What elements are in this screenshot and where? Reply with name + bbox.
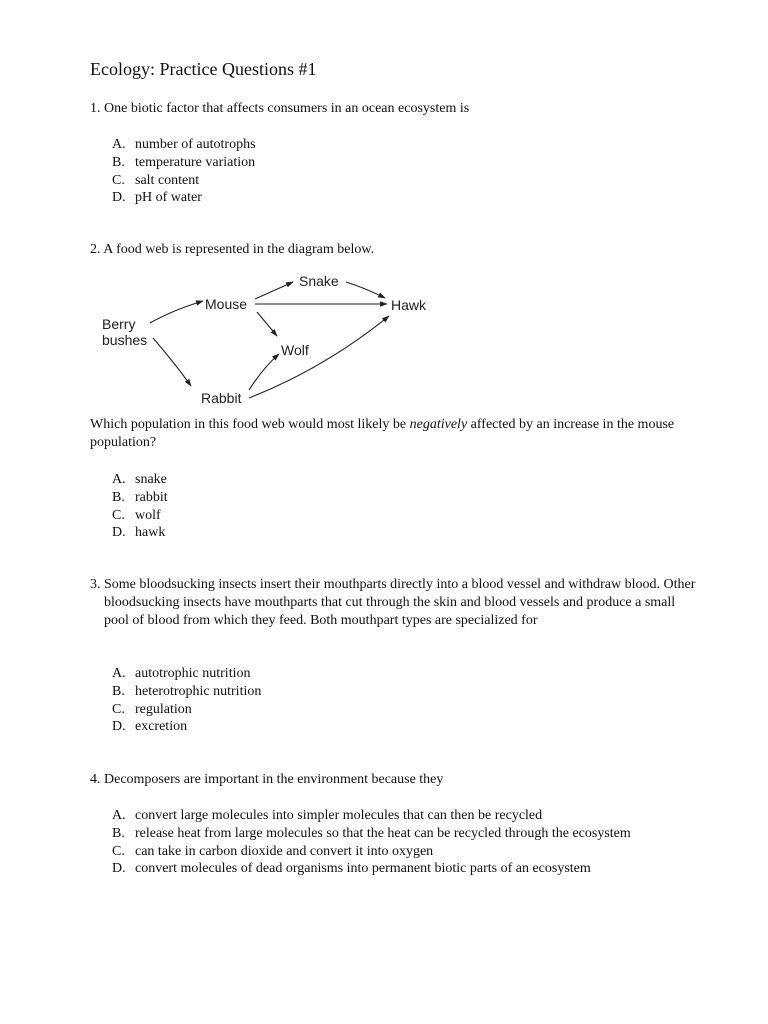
question-1-stem xyxy=(90,100,690,118)
arrow-mouse-to-snake xyxy=(255,282,293,299)
option-1b[interactable] xyxy=(112,154,256,172)
food-web-diagram xyxy=(95,268,445,410)
option-text: convert large molecules into simpler molecules that can then be recycled xyxy=(135,808,543,823)
option-3c[interactable] xyxy=(112,701,261,719)
option-letter: B. xyxy=(112,825,125,841)
option-3d[interactable] xyxy=(112,718,261,736)
option-3b[interactable] xyxy=(112,683,261,701)
option-letter: D. xyxy=(112,719,126,735)
node-mouse: Mouse xyxy=(205,296,248,312)
question-1-options xyxy=(112,136,256,207)
question-4-options xyxy=(112,807,631,878)
question-2-followup-start: Which population in this food web would most likely be xyxy=(90,417,410,432)
arrow-berry-to-mouse xyxy=(150,301,203,323)
option-text: hawk xyxy=(135,525,166,541)
option-letter: D. xyxy=(112,190,126,206)
option-1d[interactable] xyxy=(112,189,256,207)
arrow-mouse-to-wolf xyxy=(257,312,277,336)
option-1c[interactable] xyxy=(112,172,256,190)
question-3-options xyxy=(112,665,261,736)
node-wolf: Wolf xyxy=(281,342,309,358)
question-4-stem xyxy=(90,771,690,789)
option-letter: D. xyxy=(112,525,126,541)
question-3-number: 3. xyxy=(90,577,101,592)
option-text: autotrophic nutrition xyxy=(135,666,251,681)
option-2a[interactable] xyxy=(112,471,168,489)
option-text: release heat from large molecules so that the heat can be recycled through the ecosystem xyxy=(135,825,631,841)
question-2-number: 2. xyxy=(90,242,101,257)
option-text: number of autotrophs xyxy=(135,137,256,152)
option-text: rabbit xyxy=(135,489,168,505)
page-title: Ecology: Practice Questions #1 xyxy=(90,59,317,79)
option-letter: C. xyxy=(112,507,125,523)
option-2b[interactable] xyxy=(112,489,168,507)
question-2-followup-emphasis: negatively xyxy=(409,417,468,432)
option-letter: B. xyxy=(112,489,125,505)
option-4c[interactable] xyxy=(112,843,631,861)
question-3-text: Some bloodsucking insects insert their mouthparts directly into a blood vessel and withdraw blood. Other bloodsucking insects have mouthparts that cut through the skin and blood vessels and produce a small pool of blood from which they feed. Both mouthpart types are specialized for xyxy=(104,577,696,628)
option-text: heterotrophic nutrition xyxy=(135,683,262,699)
option-letter: D. xyxy=(112,861,126,877)
arrow-rabbit-to-wolf xyxy=(249,354,279,390)
option-text: temperature variation xyxy=(135,154,256,170)
option-text: pH of water xyxy=(135,190,202,206)
node-snake: Snake xyxy=(299,273,339,289)
node-rabbit: Rabbit xyxy=(201,390,242,406)
option-1a[interactable] xyxy=(112,136,256,154)
option-text: convert molecules of dead organisms into permanent biotic parts of an ecosystem xyxy=(135,861,591,877)
question-2-stem xyxy=(90,241,690,259)
option-2c[interactable] xyxy=(112,507,168,525)
option-4a[interactable] xyxy=(112,807,631,825)
node-berry-bushes-line2: bushes xyxy=(102,332,148,348)
option-4b[interactable] xyxy=(112,825,631,843)
option-letter: B. xyxy=(112,154,125,170)
node-hawk: Hawk xyxy=(391,297,427,313)
option-text: excretion xyxy=(135,719,188,735)
node-berry-bushes-line1: Berry xyxy=(102,316,136,332)
option-letter: C. xyxy=(112,172,125,188)
arrow-berry-to-rabbit xyxy=(153,338,191,386)
option-text: wolf xyxy=(135,507,161,523)
question-1-text: One biotic factor that affects consumers in an ocean ecosystem is xyxy=(104,101,470,116)
question-2-followup xyxy=(90,416,690,452)
option-2d[interactable] xyxy=(112,524,168,542)
option-text: snake xyxy=(135,472,167,487)
question-2-options xyxy=(112,471,168,542)
option-letter: B. xyxy=(112,683,125,699)
option-letter: A. xyxy=(112,808,126,823)
option-text: salt content xyxy=(135,172,200,188)
question-3-stem xyxy=(90,576,702,630)
question-1-number: 1. xyxy=(90,101,101,116)
question-4-text: Decomposers are important in the environment because they xyxy=(104,772,444,787)
option-letter: A. xyxy=(112,472,126,487)
option-text: regulation xyxy=(135,701,192,717)
option-3a[interactable] xyxy=(112,665,261,683)
question-2-text: A food web is represented in the diagram below. xyxy=(103,242,375,257)
option-text: can take in carbon dioxide and convert it into oxygen xyxy=(135,843,434,859)
option-4d[interactable] xyxy=(112,860,631,878)
option-letter: A. xyxy=(112,666,126,681)
arrow-snake-to-hawk xyxy=(346,282,385,298)
option-letter: A. xyxy=(112,137,126,152)
option-letter: C. xyxy=(112,843,125,859)
option-letter: C. xyxy=(112,701,125,717)
question-2-followup-end: affected by an increase in the mouse population? xyxy=(90,417,675,450)
question-4-number: 4. xyxy=(90,772,101,787)
